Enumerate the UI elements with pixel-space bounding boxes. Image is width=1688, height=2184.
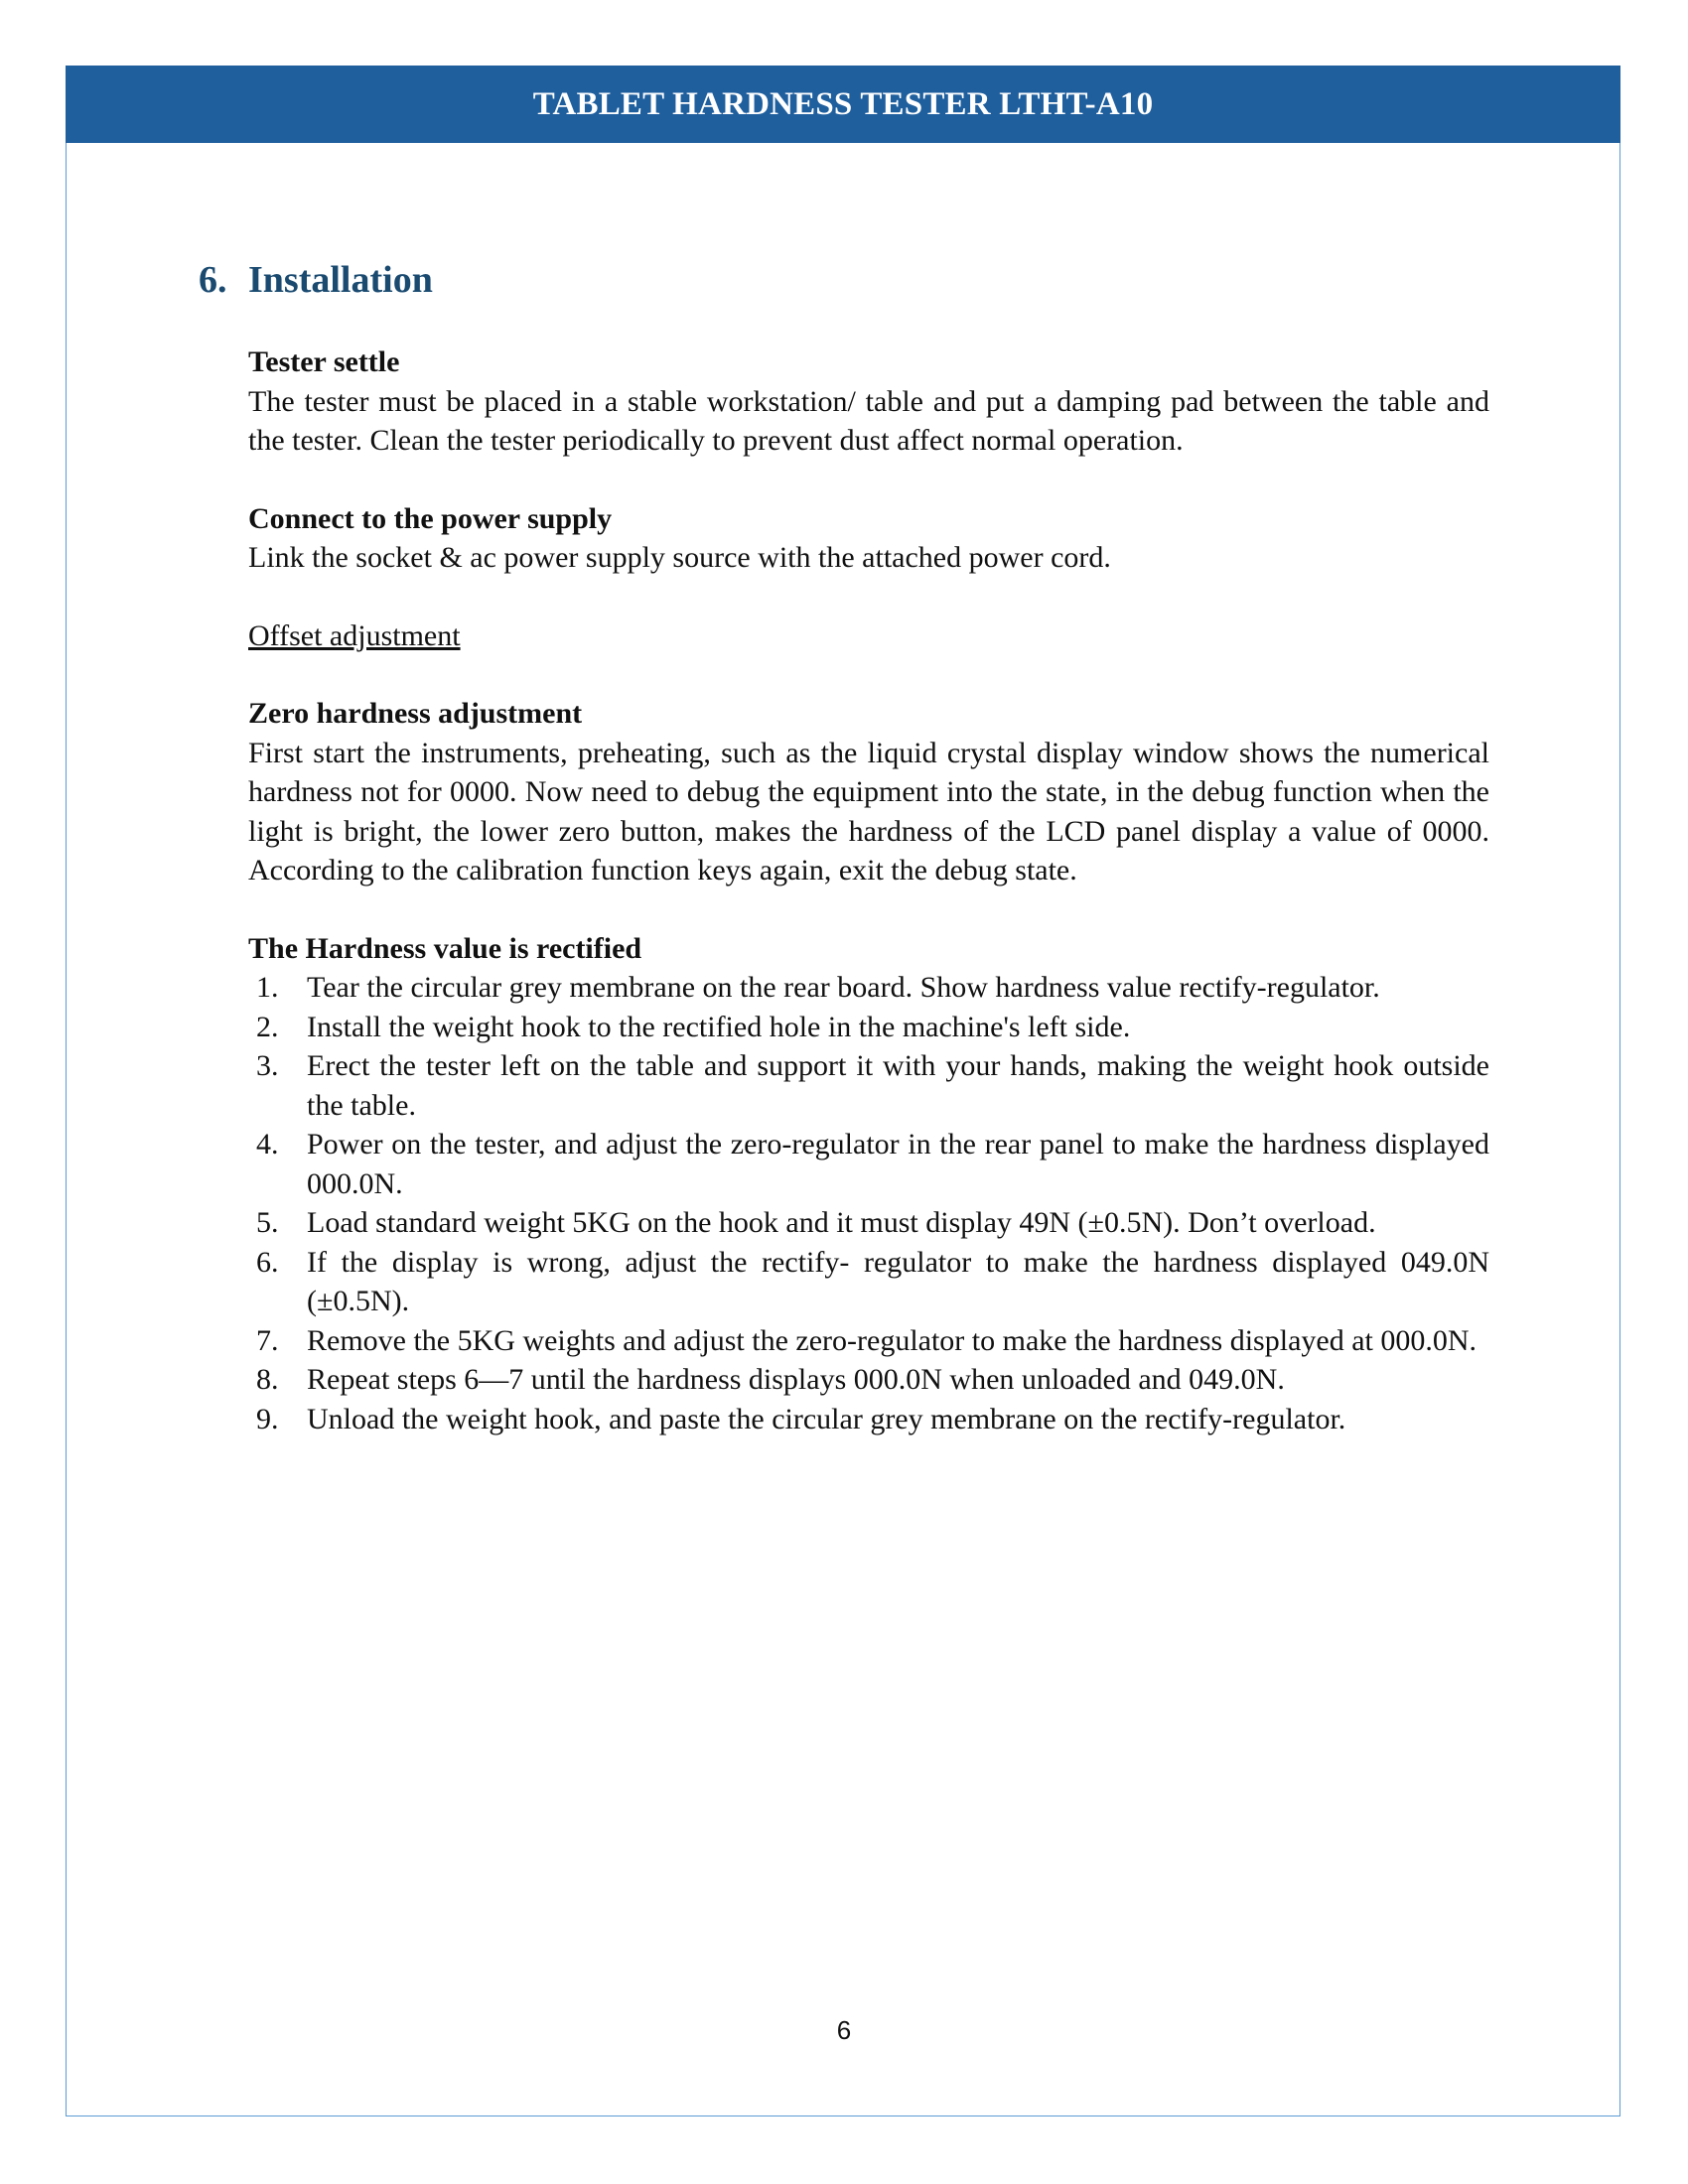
step-number: 3. (256, 1049, 279, 1082)
rectified-heading: The Hardness value is rectified (248, 931, 642, 965)
page-number: 6 (836, 2015, 852, 2045)
step-number: 6. (256, 1245, 279, 1279)
step-text: Power on the tester, and adjust the zero-regulator in the rear panel to make the hardness displayed 000.0N. (307, 1128, 1489, 1200)
list-item (248, 1125, 1489, 1203)
rectification-steps (248, 968, 1489, 1438)
document-title: TABLET HARDNESS TESTER LTHT-A10 (532, 85, 1154, 122)
step-number: 9. (256, 1402, 279, 1435)
list-item (248, 1360, 1489, 1400)
step-text: Tear the circular grey membrane on the rear board. Show hardness value rectify-regulator. (307, 971, 1380, 1004)
section-title: Installation (248, 259, 433, 301)
power-supply-body: Link the socket & ac power supply source with the attached power cord. (248, 541, 1111, 574)
document-header (66, 66, 1620, 143)
step-text: Unload the weight hook, and paste the circular grey membrane on the rectify-regulator. (307, 1402, 1346, 1435)
tester-settle-body: The tester must be placed in a stable workstation/ table and put a damping pad between the table and the tester. Clean the tester periodically to prevent dust affect normal operation. (248, 384, 1489, 457)
step-number: 2. (256, 1010, 279, 1043)
list-item (248, 1243, 1489, 1321)
tester-settle-heading: Tester settle (248, 345, 400, 378)
step-text: Remove the 5KG weights and adjust the zero-regulator to make the hardness displayed at 000.0N. (307, 1323, 1477, 1357)
step-text: Repeat steps 6—7 until the hardness displays 000.0N when unloaded and 049.0N. (307, 1363, 1285, 1396)
step-text: Install the weight hook to the rectified hole in the machine's left side. (307, 1010, 1131, 1043)
list-item (248, 1203, 1489, 1243)
zero-adjustment-heading: Zero hardness adjustment (248, 697, 583, 730)
list-item (248, 968, 1489, 1008)
offset-adjustment-heading: Offset adjustment (248, 618, 461, 652)
step-number: 4. (256, 1128, 279, 1160)
section-content (248, 342, 1489, 1438)
step-text: Erect the tester left on the table and support it with your hands, making the weight hook outside the table. (307, 1049, 1489, 1122)
step-number: 7. (256, 1323, 279, 1357)
list-item (248, 1400, 1489, 1439)
step-number: 1. (256, 971, 279, 1004)
list-item (248, 1321, 1489, 1361)
list-item (248, 1046, 1489, 1125)
zero-adjustment-body: First start the instruments, preheating, such as the liquid crystal display window shows the numerical hardness not for 0000. Now need to debug the equipment into the state, in the debug function when the light is bright, the lower zero button, makes the hardness of the LCD panel display a value of 0000. According to the calibration function keys again, exit the debug state. (248, 736, 1489, 887)
list-item (248, 1008, 1489, 1047)
power-supply-heading: Connect to the power supply (248, 501, 613, 535)
step-text: Load standard weight 5KG on the hook and it must display 49N (±0.5N). Don’t overload. (307, 1206, 1376, 1239)
step-number: 8. (256, 1363, 279, 1396)
section-number: 6. (199, 259, 227, 301)
section-heading (199, 258, 433, 302)
step-number: 5. (256, 1206, 279, 1239)
step-text: If the display is wrong, adjust the rectify- regulator to make the hardness displayed 049.0N (±0.5N). (307, 1245, 1489, 1317)
